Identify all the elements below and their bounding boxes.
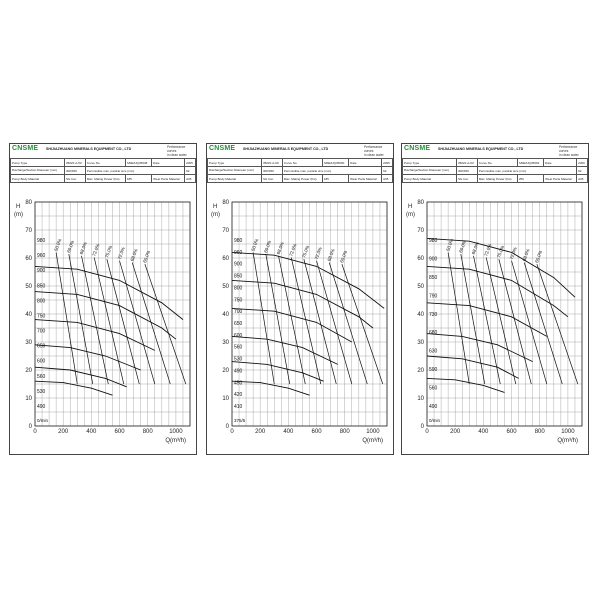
efficiency-label: 60.0% (458, 239, 468, 254)
x-tick-label: 400 (283, 429, 294, 435)
efficiency-label: 68.0% (521, 248, 531, 262)
material-label: Pump Body Material (208, 175, 262, 183)
x-axis-label: Q(m³/h) (362, 438, 383, 444)
diameter-label: Discharge/Suction Diameter (mm) (403, 167, 457, 175)
curve-no-label: Curve No. (477, 159, 517, 167)
y-tick-label: 50 (417, 284, 424, 290)
speed-label: 420 (234, 392, 243, 399)
speed-label: 750 (234, 297, 243, 304)
efficiency-label: 50.0% (250, 238, 260, 252)
pump-type-value: 350ZJ-A-63 (456, 159, 477, 167)
y-tick-label: 50 (25, 284, 32, 290)
x-tick-label: 200 (450, 429, 461, 435)
y-tick-label: 60 (417, 256, 424, 262)
efficiency-line (461, 254, 485, 384)
y-tick-label: 0 (420, 424, 424, 430)
efficiency-label: 72.0% (508, 246, 518, 261)
particle-value: 62 (577, 167, 588, 175)
efficiency-line (82, 256, 109, 384)
date-value: 2006 (577, 159, 588, 167)
speed-label: 900 (234, 261, 243, 268)
y-tick-label: 30 (25, 340, 32, 346)
efficiency-label: 72.0% (288, 243, 298, 257)
date-value: 2005 (382, 159, 393, 167)
speed-label: 980 (429, 238, 438, 244)
efficiency-line (537, 264, 578, 384)
y-axis-unit: (m) (14, 212, 23, 218)
bottom-speed-label: 375/5 (234, 418, 246, 423)
x-tick-label: 0 (230, 429, 234, 435)
y-tick-label: 40 (222, 312, 229, 318)
performance-note: Performance curves in clean water (167, 145, 187, 157)
power-value: 250 (517, 175, 543, 183)
y-tick-label: 40 (417, 312, 424, 318)
curve-no-label: Curve No. (85, 159, 125, 167)
sheet-header (10, 144, 196, 158)
efficiency-label: 75.0% (496, 244, 506, 259)
pump-info-table (402, 158, 588, 183)
power-value: 185 (322, 175, 348, 183)
diameter-label: Discharge/Suction Diameter (mm) (11, 167, 65, 175)
material-label: Pump Body Material (403, 175, 457, 183)
efficiency-label: 60.0% (534, 249, 544, 264)
company-name: SHIJIAZHUANG MINERALS EQUIPMENT CO., LTD (46, 147, 132, 151)
power-value: 185 (125, 175, 151, 183)
efficiency-line (107, 259, 139, 384)
x-tick-label: 600 (506, 429, 517, 435)
speed-label: 530 (37, 388, 46, 395)
pump-type-label: Pump Type (11, 159, 65, 167)
y-axis-unit: (m) (406, 212, 415, 218)
y-tick-label: 70 (417, 228, 424, 234)
material-value: SG Iron (456, 175, 477, 183)
x-tick-label: 400 (478, 429, 489, 435)
x-axis-label: Q(m³/h) (165, 438, 186, 444)
company-name: SHIJIAZHUANG MINERALS EQUIPMENT CO., LTD (243, 147, 329, 151)
pump-performance-chart (402, 194, 588, 452)
diameter-value: 300/350 (261, 167, 282, 175)
efficiency-label: 60.0% (263, 239, 273, 254)
x-axis-label: Q(m³/h) (557, 438, 578, 444)
speed-label: 750 (37, 313, 46, 320)
y-tick-label: 10 (417, 396, 424, 402)
speed-curve (232, 308, 352, 342)
efficiency-line (499, 259, 531, 384)
x-tick-label: 600 (114, 429, 125, 435)
y-axis-unit: (m) (211, 212, 220, 218)
efficiency-label: 75.0% (104, 244, 114, 259)
speed-label: 600 (234, 332, 243, 339)
efficiency-label: 60.0% (142, 249, 152, 264)
speed-curve (232, 381, 310, 395)
speed-label: 560 (234, 344, 243, 351)
efficiency-label: 68.0% (129, 248, 139, 262)
y-axis-label: H (408, 204, 413, 210)
speed-label: 630 (429, 348, 438, 355)
speed-label: 680 (429, 330, 438, 337)
performance-note: Performance curves in clean water (364, 145, 384, 157)
particle-value: 62 (382, 167, 393, 175)
x-tick-label: 200 (255, 429, 266, 435)
speed-label: 900 (429, 256, 438, 263)
speed-label: 650 (234, 321, 243, 327)
x-tick-label: 200 (58, 429, 69, 435)
bottom-speed-label: 0/min (429, 418, 441, 423)
date-label: Date (349, 159, 382, 167)
company-logo: CNSME (209, 145, 236, 152)
performance-note: Performance curves in clean water (559, 145, 579, 157)
efficiency-label: 60.0% (66, 239, 76, 254)
pump-curve-sheet (206, 143, 394, 455)
sheet-header (402, 144, 588, 158)
x-tick-label: 1000 (561, 429, 575, 435)
speed-label: 600 (37, 358, 46, 365)
power-label: Max. Mating Power (Kw) (477, 175, 517, 183)
diameter-label: Discharge/Suction Diameter (mm) (208, 167, 262, 175)
wear-value: A05 (185, 175, 196, 183)
x-tick-label: 1000 (366, 429, 380, 435)
speed-label: 800 (37, 298, 46, 305)
speed-label: 700 (37, 328, 46, 335)
y-tick-label: 80 (222, 200, 229, 206)
efficiency-label: 75.0% (301, 244, 311, 259)
y-tick-label: 70 (25, 228, 32, 234)
diameter-value: 300/350 (64, 167, 85, 175)
speed-label: 980 (37, 238, 46, 244)
pump-type-value: 350ZJ-A-50 (64, 159, 85, 167)
y-tick-label: 10 (25, 396, 32, 402)
pump-info-table (207, 158, 393, 183)
efficiency-line (329, 262, 367, 384)
speed-curve (427, 378, 505, 392)
particle-label: Permissible max. particle size (mm) (282, 167, 381, 175)
x-tick-label: 600 (311, 429, 322, 435)
speed-label: 590 (429, 367, 438, 374)
y-tick-label: 30 (417, 340, 424, 346)
y-tick-label: 20 (222, 368, 229, 374)
y-axis-label: H (16, 204, 21, 210)
speed-label: 900 (37, 268, 46, 275)
efficiency-line (94, 257, 124, 384)
y-tick-label: 60 (25, 256, 32, 262)
efficiency-label: 72.0% (483, 243, 493, 257)
efficiency-label: 68.0% (470, 241, 480, 256)
efficiency-label: 68.0% (275, 241, 285, 256)
wear-label: Wear Parts Material (152, 175, 185, 183)
speed-label: 960 (234, 249, 243, 256)
speed-label: 490 (37, 404, 46, 410)
material-label: Pump Body Material (11, 175, 65, 183)
efficiency-label: 72.0% (91, 243, 101, 257)
speed-label: 850 (37, 283, 46, 290)
y-tick-label: 50 (222, 284, 229, 290)
pump-info-table (10, 158, 196, 183)
x-tick-label: 0 (425, 429, 429, 435)
speed-label: 450 (234, 380, 243, 387)
speed-curve (232, 336, 338, 364)
x-tick-label: 800 (339, 429, 350, 435)
efficiency-label: 50.0% (53, 238, 63, 252)
speed-label: 850 (234, 273, 243, 280)
x-tick-label: 0 (33, 429, 37, 435)
speed-label: 850 (429, 274, 438, 281)
bottom-speed-label: 0/min (37, 418, 49, 423)
speed-curve (232, 362, 324, 382)
y-tick-label: 70 (222, 228, 229, 234)
efficiency-line (291, 257, 321, 384)
speed-label: 700 (234, 309, 243, 316)
date-value: 2005 (185, 159, 196, 167)
company-name: SHIJIAZHUANG MINERALS EQUIPMENT CO., LTD (438, 147, 524, 151)
efficiency-line (145, 264, 186, 384)
material-value: SG Iron (261, 175, 282, 183)
curve-no-value: SMEZJQ35060 (322, 159, 348, 167)
y-tick-label: 30 (222, 340, 229, 346)
efficiency-label: 68.0% (78, 241, 88, 256)
speed-label: 560 (429, 385, 438, 392)
speed-label: 530 (234, 356, 243, 363)
y-tick-label: 0 (28, 424, 32, 430)
curve-no-value: SMEZJQ35063 (517, 159, 543, 167)
speed-label: 730 (429, 311, 438, 318)
date-label: Date (152, 159, 185, 167)
sheet-header (207, 144, 393, 158)
y-tick-label: 80 (417, 200, 424, 206)
pump-type-label: Pump Type (403, 159, 457, 167)
speed-label: 650 (37, 343, 46, 350)
y-tick-label: 0 (225, 424, 229, 430)
pump-curve-sheet (401, 143, 589, 455)
curve-no-value: SMEZJQ35038 (125, 159, 151, 167)
wear-value: A05 (577, 175, 588, 183)
pump-performance-chart (207, 194, 393, 452)
x-tick-label: 400 (86, 429, 97, 435)
wear-label: Wear Parts Material (349, 175, 382, 183)
speed-curve (427, 356, 519, 378)
pump-type-value: 350ZJ-A-60 (261, 159, 282, 167)
speed-label: 790 (429, 293, 438, 300)
speed-curve (35, 381, 113, 395)
efficiency-label: 68.0% (326, 248, 336, 262)
efficiency-line (486, 257, 516, 384)
power-label: Max. Mating Power (Kw) (282, 175, 322, 183)
company-logo: CNSME (12, 145, 39, 152)
particle-label: Permissible max. particle size (mm) (85, 167, 184, 175)
x-tick-label: 800 (142, 429, 153, 435)
y-tick-label: 10 (222, 396, 229, 402)
speed-label: 410 (234, 404, 243, 410)
material-value: SG Iron (64, 175, 85, 183)
y-tick-label: 60 (222, 256, 229, 262)
company-logo: CNSME (404, 145, 431, 152)
y-axis-label: H (213, 204, 218, 210)
pump-type-label: Pump Type (208, 159, 262, 167)
power-label: Max. Mating Power (Kw) (85, 175, 125, 183)
date-label: Date (544, 159, 577, 167)
speed-label: 960 (37, 253, 46, 260)
y-tick-label: 40 (25, 312, 32, 318)
speed-label: 490 (429, 404, 438, 410)
x-tick-label: 800 (534, 429, 545, 435)
efficiency-label: 72.0% (116, 246, 126, 261)
speed-label: 490 (234, 368, 243, 375)
efficiency-line (304, 259, 336, 384)
y-tick-label: 20 (25, 368, 32, 374)
efficiency-line (342, 264, 383, 384)
pump-performance-chart (10, 194, 196, 452)
speed-label: 980 (234, 238, 243, 244)
diameter-value: 300/350 (456, 167, 477, 175)
efficiency-line (69, 254, 93, 384)
efficiency-line (132, 262, 170, 384)
wear-value: A05 (382, 175, 393, 183)
efficiency-line (279, 256, 306, 384)
x-tick-label: 1000 (169, 429, 183, 435)
particle-value: 62 (185, 167, 196, 175)
speed-label: 560 (37, 373, 46, 380)
y-tick-label: 20 (417, 368, 424, 374)
pump-curve-sheet (9, 143, 197, 455)
efficiency-label: 60.0% (339, 249, 349, 264)
efficiency-label: 72.0% (313, 246, 323, 261)
speed-label: 800 (234, 285, 243, 292)
y-tick-label: 80 (25, 200, 32, 206)
particle-label: Permissible max. particle size (mm) (477, 167, 576, 175)
curve-no-label: Curve No. (282, 159, 322, 167)
efficiency-label: 50.0% (445, 238, 455, 252)
wear-label: Wear Parts Material (544, 175, 577, 183)
